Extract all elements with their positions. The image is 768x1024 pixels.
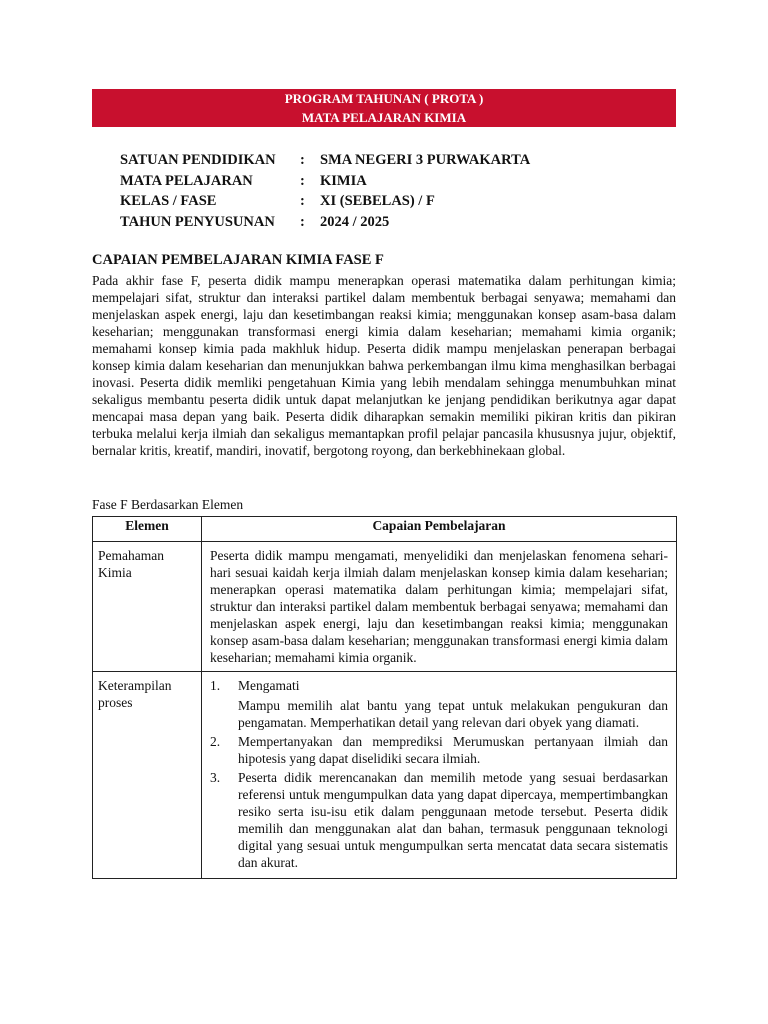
- list-number: 3.: [210, 770, 221, 785]
- list-item-title: Peserta didik merencanakan dan memilih metode yang sesuai berdasarkan referensi untuk mengumpulkan data yang dapat dipercaya, mempertimbangkan resiko serta isu-isu etik dalam penggunaan metode tersebut. Peserta didik memilih dan menggunakan alat dan bahan, termasuk penggunaan teknologi digital yang sesuai untuk mengumpulkan serta mencatat data secara sistematis dan akurat.: [238, 770, 668, 870]
- identity-separator: :: [300, 172, 305, 189]
- title-banner: [92, 89, 676, 127]
- identity-label: MATA PELAJARAN: [120, 172, 253, 189]
- intro-paragraph: Pada akhir fase F, peserta didik mampu menerapkan operasi matematika dalam perhitungan kimia; mempelajari sifat, struktur dan interaksi partikel dalam membentuk berbagai senyawa; memahami dan menjelaskan aspek energi, laju dan kesetimbangan reaksi kimia; menggunakan konsep asam-basa dalam keseharian; menggunakan transformasi energi kimia dalam keseharian; memahami kimia organik; memahami konsep kimia pada makhluk hidup. Peserta didik mampu menjelaskan penerapan berbagai konsep kimia dalam keseharian dan menunjukkan bahwa perkembangan ilmu kima menghasilkan berbagai inovasi. Peserta didik memliki pengetahuan Kimia yang lebih mendalam sehingga menumbuhkan minat sekaligus membantu peserta didik untuk dapat melanjutkan ke jenjang pendidikan berikutnya agar dapat mencapai masa depan yang baik. Peserta didik diharapkan semakin memiliki pikiran kritis dan pikiran terbuka melalui kerja ilmiah dan sekaligus memantapkan profil pelajar pancasila khususnya jujur, objektif, bernalar kritis, kreatif, mandiri, inovatif, bergotong royong, dan berkebhinekaan global.: [92, 273, 676, 458]
- capaian-cell: [202, 672, 677, 879]
- header-capaian: Capaian Pembelajaran: [202, 517, 677, 542]
- identity-row: [120, 171, 530, 192]
- table-row: [93, 542, 677, 672]
- identity-value: KIMIA: [320, 172, 367, 189]
- table-row: [93, 672, 677, 879]
- section-title: CAPAIAN PEMBELAJARAN KIMIA FASE F: [92, 252, 384, 268]
- identity-value: XI (SEBELAS) / F: [320, 193, 435, 209]
- capaian-cell: Peserta didik mampu mengamati, menyelidiki dan menjelaskan fenomena sehari-hari sesuai kaidah kerja ilmiah dalam menjelaskan konsep kimia dalam keseharian; menerapkan operasi matematika dalam perhitungan kimia; mempelajari sifat, struktur dan interaksi partikel dalam membentuk berbagai senyawa; memahami dan menjelaskan aspek energi, laju dan kesetimbangan reaksi kimia; menggunakan konsep asam-basa dalam keseharian; menggunakan transformasi energi kimia dalam keseharian; memahami kimia organik.: [202, 542, 677, 672]
- list-item: [210, 733, 668, 767]
- identity-table: [120, 150, 530, 232]
- identity-separator: :: [300, 213, 305, 230]
- list-item: [210, 769, 668, 871]
- list-item-title: Mempertanyakan dan memprediksi Merumuskan pertanyaan ilmiah dan hipotesis yang dapat diselidiki secara ilmiah.: [238, 734, 668, 766]
- capaian-table: [92, 516, 677, 879]
- identity-row: [120, 150, 530, 171]
- identity-row: [120, 212, 530, 233]
- list-number: 1.: [210, 678, 221, 693]
- elemen-cell: Pemahaman Kimia: [93, 542, 202, 672]
- identity-label: TAHUN PENYUSUNAN: [120, 213, 275, 230]
- identity-separator: :: [300, 152, 305, 168]
- title-line-2: MATA PELAJARAN KIMIA: [301, 110, 467, 125]
- header-elemen: Elemen: [93, 517, 202, 542]
- identity-value: SMA NEGERI 3 PURWAKARTA: [320, 152, 531, 168]
- list-item-title: Mengamati: [238, 678, 300, 693]
- identity-row: [120, 191, 530, 212]
- identity-label: SATUAN PENDIDIKAN: [120, 152, 276, 168]
- identity-separator: :: [300, 193, 305, 209]
- list-item-description: Mampu memilih alat bantu yang tepat untuk melakukan pengukuran dan pengamatan. Memperhatikan detail yang relevan dari obyek yang diamati.: [238, 698, 668, 730]
- process-list: [210, 677, 668, 871]
- list-item: [210, 677, 668, 731]
- list-number: 2.: [210, 734, 221, 749]
- elemen-cell: Keterampilan proses: [93, 672, 202, 879]
- title-line-1: PROGRAM TAHUNAN ( PROTA ): [284, 91, 484, 106]
- identity-value: 2024 / 2025: [320, 213, 390, 230]
- identity-label: KELAS / FASE: [120, 193, 217, 209]
- table-header-row: [93, 517, 677, 542]
- table-caption: Fase F Berdasarkan Elemen: [92, 497, 244, 512]
